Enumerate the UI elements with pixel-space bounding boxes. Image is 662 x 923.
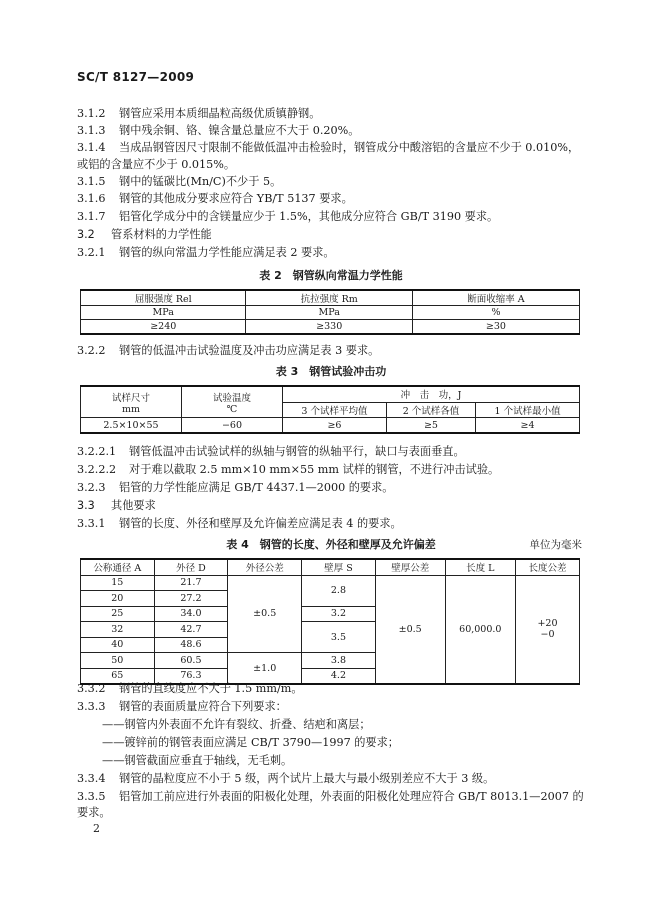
section-number: 3.3 [77, 499, 95, 512]
table-3 [80, 385, 580, 434]
sample-size-unit: mm [121, 403, 141, 415]
clause-line [77, 244, 335, 261]
table-header-cell: 抗拉强度 Rm [246, 290, 412, 306]
test-temp-label: 试验温度 [212, 392, 251, 404]
table-cell: 48.6 [154, 637, 228, 653]
wall-cell: 3.5 [302, 622, 376, 653]
table-cell: 76.3 [154, 668, 228, 684]
clause-number: 3.2.3 [77, 481, 106, 494]
section-title: 管系材料的力学性能 [111, 228, 212, 241]
table-header-cell: 屈服强度 Rel [81, 290, 246, 306]
clause-text: 铝管加工前应进行外表面的阳极化处理，外表面的阳极化处理应符合 GB/T 8013.1—2007 的 [119, 790, 584, 803]
clause-text: 钢管的其他成分要求应符合 YB/T 5137 要求。 [119, 192, 353, 205]
page-number: 2 [93, 822, 100, 835]
clause-text: 铝管的力学性能应满足 GB/T 4437.1—2000 的要求。 [119, 481, 394, 494]
impact-energy-header: 冲 击 功，J [283, 386, 580, 402]
clause-text: 钢管的低温冲击试验温度及冲击功应满足表 3 要求。 [119, 344, 380, 357]
table-cell: ≥240 [81, 320, 246, 335]
table-cell: 42.7 [154, 622, 228, 638]
table-header-cell: 2 个试样各值 [386, 402, 475, 418]
table-unit-cell: MPa [81, 306, 246, 320]
table-unit-cell: % [412, 306, 579, 320]
table-4-caption: 表 4 钢管的长度、外径和壁厚及允许偏差 [226, 538, 436, 551]
clause-text: 钢中的锰碳比(Mn/C)不少于 5。 [119, 175, 282, 188]
list-item [102, 752, 292, 769]
section-title: 其他要求 [111, 499, 156, 512]
table-header-cell [182, 386, 283, 418]
clause-number: 3.1.3 [77, 124, 106, 137]
sample-size-label: 试样尺寸 [111, 392, 150, 404]
clause-line [77, 139, 579, 156]
table-header-cell: 断面收缩率 A [412, 290, 579, 306]
clause-number: 3.1.5 [77, 175, 106, 188]
clause-text: 钢管的纵向常温力学性能应满足表 2 要求。 [119, 246, 335, 259]
clause-number: 3.2.1 [77, 246, 106, 259]
table-cell: −60 [182, 418, 283, 434]
table-header-cell: 壁厚 S [302, 559, 376, 575]
clause-text: 钢管的直线度应不大于 1.5 mm/m。 [119, 682, 303, 695]
clause-number: 3.3.5 [77, 790, 106, 803]
table-cell: 50 [81, 653, 155, 669]
table-cell: 15 [81, 575, 155, 591]
clause-line [77, 770, 494, 787]
clause-number: 3.2.2.1 [77, 445, 117, 458]
wall-cell: 3.2 [302, 606, 376, 622]
clause-number: 3.1.2 [77, 107, 106, 120]
clause-number: 3.3.4 [77, 772, 106, 785]
length-tolerance-cell [515, 575, 579, 684]
list-item [102, 734, 399, 751]
clause-text: 铝管化学成分中的含镁量应少于 1.5%，其他成分应符合 GB/T 3190 要求。 [119, 210, 499, 223]
clause-line-continuation [77, 156, 235, 173]
clause-line [77, 698, 287, 715]
wall-tolerance-cell: ±0.5 [375, 575, 445, 684]
table-4-unit: 单位为毫米 [529, 539, 582, 551]
table-cell: 20 [81, 591, 155, 607]
clause-text: 钢管的表面质量应符合下列要求： [119, 700, 287, 713]
table-cell: 21.7 [154, 575, 228, 591]
table-cell: 65 [81, 668, 155, 684]
clause-text: 要求。 [77, 806, 111, 819]
clause-line [77, 515, 402, 532]
od-tolerance-cell: ±0.5 [228, 575, 302, 653]
clause-text: 当成品钢管因尺寸限制不能做低温冲击检验时，钢管成分中酸溶铝的含量应不少于 0.010%， [119, 141, 580, 154]
clause-line [77, 479, 394, 496]
clause-line [77, 190, 353, 207]
clause-text: 钢管低温冲击试验试样的纵轴与钢管的纵轴平行，缺口与表面垂直。 [129, 445, 465, 458]
clause-text: 钢中残余铜、铬、镍含量总量应不大于 0.20%。 [119, 124, 360, 137]
clause-number: 3.3.1 [77, 517, 106, 530]
list-item-text: ——镀锌前的钢管表面应满足 CB/T 3790—1997 的要求； [102, 736, 399, 749]
clause-text: 对于难以截取 2.5 mm×10 mm×55 mm 试样的钢管，不进行冲击试验。 [129, 463, 500, 476]
clause-line [77, 461, 499, 478]
table-header-cell: 3 个试样平均值 [283, 402, 387, 418]
clause-number: 3.2.2 [77, 344, 106, 357]
table-cell: 27.2 [154, 591, 228, 607]
table-4 [80, 558, 580, 685]
table-header-cell: 公称通径 A [81, 559, 155, 575]
test-temp-unit: ℃ [226, 403, 238, 415]
clause-number: 3.3.2 [77, 682, 106, 695]
table-cell: ≥5 [386, 418, 475, 434]
section-heading [77, 497, 156, 514]
clause-line [77, 208, 498, 225]
standard-header: SC/T 8127—2009 [77, 70, 195, 84]
clause-number: 3.1.4 [77, 141, 106, 154]
clause-number: 3.2.2.2 [77, 463, 117, 476]
length-tol-plus: +20 [537, 618, 558, 630]
clause-number: 3.1.6 [77, 192, 106, 205]
wall-cell: 3.8 [302, 653, 376, 669]
table-cell: ≥30 [412, 320, 579, 335]
clause-line-continuation [77, 804, 111, 821]
table-cell: 25 [81, 606, 155, 622]
clause-line [77, 443, 465, 460]
wall-cell: 2.8 [302, 575, 376, 606]
clause-line [77, 788, 584, 805]
list-item-text: ——钢管内外表面不允许有裂纹、折叠、结疤和离层； [102, 718, 371, 731]
table-cell: 40 [81, 637, 155, 653]
table-cell: ≥4 [476, 418, 580, 434]
table-header-cell: 长度 L [445, 559, 515, 575]
clause-line [77, 173, 281, 190]
table-2 [80, 289, 580, 335]
clause-number: 3.1.7 [77, 210, 106, 223]
list-item-text: ——钢管截面应垂直于轴线，无毛刺。 [102, 754, 293, 767]
table-header-cell: 长度公差 [515, 559, 579, 575]
table-cell: 32 [81, 622, 155, 638]
length-cell: 60,000.0 [445, 575, 515, 684]
clause-line [77, 105, 320, 122]
section-heading [77, 226, 212, 243]
table-2-caption: 表 2 钢管纵向常温力学性能 [259, 269, 403, 282]
table-cell: ≥330 [246, 320, 412, 335]
length-tol-minus: −0 [540, 629, 555, 641]
clause-text: 或铝的含量应不少于 0.015%。 [77, 158, 236, 171]
clause-line [77, 680, 303, 697]
table-cell: 60.5 [154, 653, 228, 669]
table-cell: 34.0 [154, 606, 228, 622]
wall-cell: 4.2 [302, 668, 376, 684]
table-3-caption: 表 3 钢管试验冲击功 [275, 365, 387, 378]
clause-text: 钢管的晶粒度应不小于 5 级，两个试片上最大与最小级别差应不大于 3 级。 [119, 772, 495, 785]
clause-text: 钢管应采用本质细晶粒高级优质镇静钢。 [119, 107, 321, 120]
od-tolerance-cell: ±1.0 [228, 653, 302, 685]
table-header-cell: 壁厚公差 [375, 559, 445, 575]
table-header-cell: 外径公差 [228, 559, 302, 575]
table-unit-cell: MPa [246, 306, 412, 320]
table-header-cell [81, 386, 182, 418]
section-number: 3.2 [77, 228, 95, 241]
clause-line [77, 342, 379, 359]
table-cell: ≥6 [283, 418, 387, 434]
clause-number: 3.3.3 [77, 700, 106, 713]
table-header-cell: 外径 D [154, 559, 228, 575]
table-header-cell: 1 个试样最小值 [476, 402, 580, 418]
table-cell: 2.5×10×55 [81, 418, 182, 434]
clause-line [77, 122, 359, 139]
list-item [102, 716, 371, 733]
clause-text: 钢管的长度、外径和壁厚及允许偏差应满足表 4 的要求。 [119, 517, 402, 530]
